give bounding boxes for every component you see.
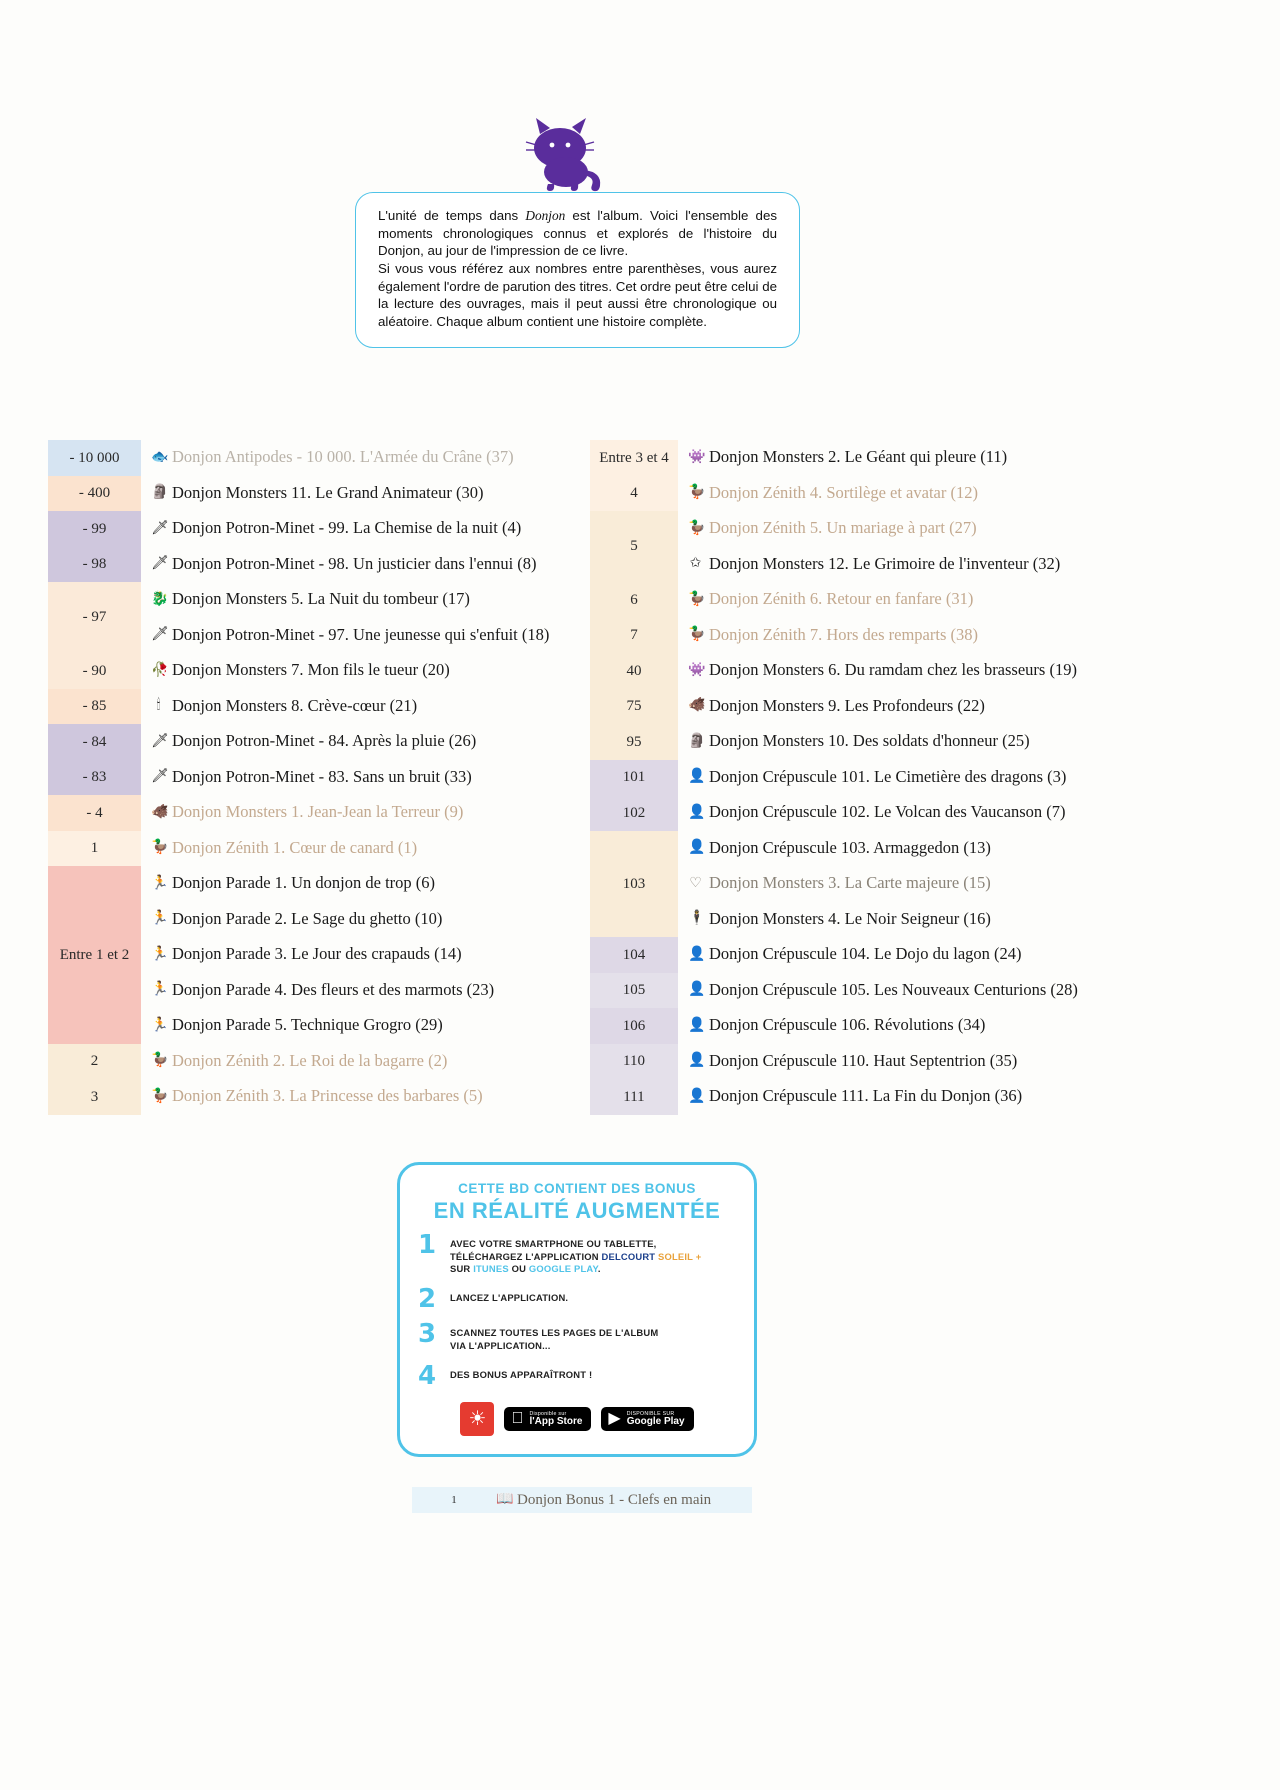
entry-title-label: Donjon Crépuscule 101. Le Cimetière des dragons (3) xyxy=(709,766,1067,786)
ar-step-1-line-c: SUR xyxy=(450,1263,474,1275)
google-play-badge[interactable] xyxy=(601,1407,693,1432)
table-row xyxy=(48,831,593,867)
left-date-cell: - 4 xyxy=(48,795,141,831)
right-date-cell: 104 xyxy=(590,937,678,973)
right-title-group xyxy=(678,689,1230,725)
intro-line-2: est l'album. Voici l'ensemble des moments chronologiques connus et explorés de l'histoire du Donjon, au jour de l'impression de ce livre. xyxy=(378,208,777,259)
right-date-cell: 75 xyxy=(590,689,678,725)
footer-title xyxy=(496,1492,711,1509)
entry-title xyxy=(678,724,1230,760)
ar-step-3-number: 3 xyxy=(418,1319,437,1350)
entry-title-label: Donjon Parade 5. Technique Grogro (29) xyxy=(172,1015,443,1035)
entry-title-label: Donjon Crépuscule 103. Armaggedon (13) xyxy=(709,837,991,857)
right-date-cell: 101 xyxy=(590,760,678,796)
table-row xyxy=(590,689,1230,725)
ar-step-1-text xyxy=(450,1234,701,1276)
table-row xyxy=(48,476,593,512)
table-row xyxy=(48,760,593,796)
table-row xyxy=(590,973,1230,1009)
table-row xyxy=(590,476,1230,512)
table-row xyxy=(590,618,1230,654)
bird-icon: 🦆 xyxy=(688,627,706,643)
entry-title xyxy=(678,831,1230,867)
ghost-icon: 👤 xyxy=(688,1088,706,1104)
left-title-group xyxy=(141,831,593,867)
table-row xyxy=(590,511,1230,582)
left-title-group xyxy=(141,440,593,476)
table-row xyxy=(48,795,593,831)
ar-step-4-text: DES BONUS APPARAÎTRONT ! xyxy=(450,1368,593,1380)
table-row xyxy=(48,547,593,583)
left-title-group xyxy=(141,1044,593,1080)
table-row xyxy=(590,831,1230,938)
entry-title xyxy=(678,547,1230,583)
parade-icon: 🏃 xyxy=(151,1017,169,1033)
page-number: 1 xyxy=(451,1494,457,1506)
play-triangle-icon: ▶ xyxy=(602,1410,615,1428)
entry-title xyxy=(678,440,1230,476)
brand-delcourt: DELCOURT xyxy=(601,1250,656,1262)
bird-icon: 🦆 xyxy=(151,840,169,856)
left-date-cell: - 10 000 xyxy=(48,440,141,476)
left-date-cell: 2 xyxy=(48,1044,141,1080)
left-title-group xyxy=(141,476,593,512)
entry-title-label: Donjon Monsters 7. Mon fils le tueur (20) xyxy=(172,660,450,680)
footer-title-label: Donjon Bonus 1 - Clefs en main xyxy=(517,1491,712,1508)
right-title-group xyxy=(678,582,1230,618)
entry-title xyxy=(141,724,593,760)
left-title-group xyxy=(141,689,593,725)
entry-title-label: Donjon Monsters 10. Des soldats d'honneur (25) xyxy=(709,731,1030,751)
ar-kicker: CETTE BD CONTIENT DES BONUS xyxy=(458,1181,696,1196)
table-row xyxy=(48,1079,593,1115)
ar-step-4 xyxy=(418,1360,754,1391)
fish-icon: 🐟 xyxy=(151,449,169,465)
ar-step-3-line-b: VIA L'APPLICATION... xyxy=(450,1340,551,1352)
bird-icon: 🦆 xyxy=(151,1053,169,1069)
ghost-icon: 👤 xyxy=(688,840,706,856)
right-title-group xyxy=(678,440,1230,476)
ghost-icon: 👤 xyxy=(688,982,706,998)
entry-title-label: Donjon Potron-Minet - 99. La Chemise de la nuit (4) xyxy=(172,518,522,538)
table-row xyxy=(590,724,1230,760)
table-row xyxy=(590,582,1230,618)
google-play-badge-small: DISPONIBLE SUR xyxy=(620,1410,669,1417)
table-row xyxy=(590,937,1230,973)
intro-paragraph xyxy=(378,207,777,331)
left-date-cell: - 98 xyxy=(48,547,141,583)
ar-step-1-number: 1 xyxy=(418,1230,437,1260)
ar-step-2-number: 2 xyxy=(418,1284,437,1315)
intro-emphasis: Donjon xyxy=(525,208,566,223)
right-date-cell: 5 xyxy=(590,511,678,582)
left-date-cell: 3 xyxy=(48,1079,141,1115)
entry-title-label: Donjon Parade 1. Un donjon de trop (6) xyxy=(172,873,436,893)
ar-step-1-line-e: . xyxy=(597,1263,601,1275)
right-date-cell: 4 xyxy=(590,476,678,512)
entry-title xyxy=(678,937,1230,973)
table-row xyxy=(590,440,1230,476)
entry-title-label: Donjon Monsters 6. Du ramdam chez les brasseurs (19) xyxy=(709,660,1077,680)
left-title-group xyxy=(141,547,593,583)
table-row xyxy=(590,1008,1230,1044)
right-title-group xyxy=(678,1044,1230,1080)
left-date-cell: - 85 xyxy=(48,689,141,725)
entry-title xyxy=(678,795,1230,831)
entry-title-label: Donjon Crépuscule 106. Révolutions (34) xyxy=(709,1015,986,1035)
page-footer xyxy=(412,1487,752,1513)
creature-icon: 🐗 xyxy=(151,804,169,820)
entry-title-label: Donjon Zénith 4. Sortilège et avatar (12) xyxy=(709,482,978,502)
left-title-group xyxy=(141,724,593,760)
right-date-cell: 95 xyxy=(590,724,678,760)
left-title-group xyxy=(141,582,593,653)
ar-step-1-line-b: TÉLÉCHARGEZ L'APPLICATION xyxy=(450,1250,602,1262)
entry-title-label: Donjon Parade 4. Des fleurs et des marmots (23) xyxy=(172,979,495,999)
ar-step-2-text: LANCEZ L'APPLICATION. xyxy=(450,1292,569,1304)
entry-title-label: Donjon Parade 2. Le Sage du ghetto (10) xyxy=(172,908,443,928)
entry-title xyxy=(141,760,593,796)
entry-title-label: Donjon Zénith 3. La Princesse des barbares (5) xyxy=(172,1086,483,1106)
horn-icon: 🥀 xyxy=(151,662,169,678)
entry-title xyxy=(678,866,1230,902)
ar-title: EN RÉALITÉ AUGMENTÉE xyxy=(433,1198,721,1223)
entry-title-label: Donjon Monsters 1. Jean-Jean la Terreur (9) xyxy=(172,802,464,822)
table-row xyxy=(48,511,593,547)
apple-icon xyxy=(511,1411,523,1427)
entry-title xyxy=(141,689,593,725)
left-title-group xyxy=(141,1079,593,1115)
right-date-cell: 7 xyxy=(590,618,678,654)
brand-itunes: ITUNES xyxy=(473,1263,509,1275)
ghost-icon: 👤 xyxy=(688,769,706,785)
entry-title xyxy=(141,618,593,654)
table-row xyxy=(48,866,593,1044)
left-title-group xyxy=(141,511,593,547)
entry-title-label: Donjon Crépuscule 102. Le Volcan des Vaucanson (7) xyxy=(709,802,1066,822)
entry-title-label: Donjon Crépuscule 105. Les Nouveaux Centurions (28) xyxy=(709,979,1078,999)
bird-icon: 🦆 xyxy=(151,1088,169,1104)
right-date-cell: 110 xyxy=(590,1044,678,1080)
right-title-group xyxy=(678,795,1230,831)
sword-icon: 🗡 xyxy=(151,556,169,572)
entry-title-label: Donjon Monsters 4. Le Noir Seigneur (16) xyxy=(709,908,991,928)
right-title-group xyxy=(678,937,1230,973)
entry-title xyxy=(141,937,593,973)
entry-title xyxy=(141,866,593,902)
table-row xyxy=(48,1044,593,1080)
entry-title xyxy=(141,511,593,547)
app-store-badge[interactable] xyxy=(504,1407,591,1432)
cat-illustration xyxy=(510,112,620,192)
table-row xyxy=(48,724,593,760)
table-row xyxy=(590,1079,1230,1115)
right-date-cell: 111 xyxy=(590,1079,678,1115)
entry-title-label: Donjon Zénith 1. Cœur de canard (1) xyxy=(172,837,418,857)
ar-step-1-line-a: AVEC VOTRE SMARTPHONE OU TABLETTE, xyxy=(450,1238,657,1249)
entry-title xyxy=(678,1044,1230,1080)
right-title-group xyxy=(678,831,1230,938)
table-row xyxy=(590,760,1230,796)
right-date-cell: 103 xyxy=(590,831,678,938)
figure-icon: 🕴 xyxy=(688,911,706,927)
entry-title-label: Donjon Potron-Minet - 98. Un justicier dans l'ennui (8) xyxy=(172,553,537,573)
sword-icon: 🗡 xyxy=(151,733,169,749)
parade-icon: 🏃 xyxy=(151,982,169,998)
table-row xyxy=(48,689,593,725)
entry-title-label: Donjon Potron-Minet - 83. Sans un bruit (33) xyxy=(172,766,472,786)
table-row xyxy=(590,653,1230,689)
entry-title xyxy=(678,1008,1230,1044)
left-date-cell: - 99 xyxy=(48,511,141,547)
ar-step-1-line-d: OU xyxy=(508,1263,529,1275)
entry-title-label: Donjon Potron-Minet - 84. Après la pluie (26) xyxy=(172,731,477,751)
brand-google-play: GOOGLE PLAY xyxy=(528,1263,598,1275)
entry-title-label: Donjon Monsters 2. Le Géant qui pleure (11) xyxy=(709,447,1008,467)
app-store-badge-label: l'App Store xyxy=(523,1415,577,1427)
entry-title xyxy=(678,618,1230,654)
entry-title xyxy=(678,476,1230,512)
entry-title xyxy=(141,973,593,1009)
right-title-group xyxy=(678,1008,1230,1044)
entry-title-label: Donjon Parade 3. Le Jour des crapauds (14) xyxy=(172,944,462,964)
right-date-cell: Entre 3 et 4 xyxy=(590,440,678,476)
entry-title xyxy=(141,1044,593,1080)
right-title-group xyxy=(678,724,1230,760)
ar-step-3 xyxy=(418,1319,754,1352)
left-title-group xyxy=(141,866,593,1044)
table-row xyxy=(590,795,1230,831)
entry-title xyxy=(678,1079,1230,1115)
entry-title xyxy=(678,902,1230,938)
soleil-sun-icon: ☀ xyxy=(460,1402,494,1436)
parade-icon: 🏃 xyxy=(151,911,169,927)
bird-icon: 🦆 xyxy=(688,591,706,607)
right-title-group xyxy=(678,973,1230,1009)
sword-icon: 🗡 xyxy=(151,520,169,536)
ar-step-4-number: 4 xyxy=(418,1360,437,1391)
monster-icon: 🐉 xyxy=(151,591,169,607)
right-title-group xyxy=(678,1079,1230,1115)
right-title-group xyxy=(678,618,1230,654)
creature-icon: 🐗 xyxy=(688,698,706,714)
right-date-cell: 40 xyxy=(590,653,678,689)
book-icon: 📖 xyxy=(496,1492,514,1507)
parade-icon: 🏃 xyxy=(151,946,169,962)
entry-title-label: Donjon Crépuscule 110. Haut Septentrion (35) xyxy=(709,1050,1018,1070)
entry-title-label: Donjon Monsters 5. La Nuit du tombeur (17) xyxy=(172,589,470,609)
entry-title xyxy=(141,795,593,831)
entry-title-label: Donjon Monsters 11. Le Grand Animateur (30) xyxy=(172,482,484,502)
intro-callout xyxy=(355,192,800,348)
entry-title-label: Donjon Zénith 6. Retour en fanfare (31) xyxy=(709,589,974,609)
entry-title xyxy=(141,653,593,689)
entry-title xyxy=(678,973,1230,1009)
google-play-badge-label: Google Play xyxy=(620,1415,679,1427)
left-title-group xyxy=(141,795,593,831)
entry-title xyxy=(678,653,1230,689)
entry-title xyxy=(141,547,593,583)
parade-icon: 🏃 xyxy=(151,875,169,891)
table-row xyxy=(48,440,593,476)
right-date-cell: 6 xyxy=(590,582,678,618)
ar-step-2 xyxy=(418,1284,754,1315)
left-title-group xyxy=(141,653,593,689)
star-icon: ✩ xyxy=(689,556,702,572)
left-date-cell: 1 xyxy=(48,831,141,867)
app-store-badges xyxy=(400,1402,754,1436)
ar-step-3-line-a: SCANNEZ TOUTES LES PAGES DE L'ALBUM xyxy=(450,1327,659,1339)
ghost-icon: 👤 xyxy=(688,1017,706,1033)
right-title-group xyxy=(678,760,1230,796)
ghost-icon: 👤 xyxy=(688,804,706,820)
entry-title xyxy=(141,1079,593,1115)
entry-title xyxy=(678,689,1230,725)
monster-icon: 👾 xyxy=(688,662,706,678)
intro-line-3: Si vous vous référez aux nombres entre parenthèses, vous aurez également l'ordre de parution des titres. Cet ordre peut être celui de la lecture des ouvrages, mais il peut aussi être chronologique ou aléatoire. Chaque album contient une histoire complète. xyxy=(378,261,777,330)
right-title-group xyxy=(678,476,1230,512)
right-date-cell: 105 xyxy=(590,973,678,1009)
bird-icon: 🦆 xyxy=(688,520,706,536)
card-icon: ♡ xyxy=(689,875,702,891)
left-date-cell: Entre 1 et 2 xyxy=(48,866,141,1044)
entry-title-label: Donjon Monsters 3. La Carte majeure (15) xyxy=(709,873,991,893)
entry-title xyxy=(141,831,593,867)
entry-title-label: Donjon Monsters 12. Le Grimoire de l'inventeur (32) xyxy=(709,553,1061,573)
right-date-cell: 102 xyxy=(590,795,678,831)
figure-icon: 🗿 xyxy=(151,485,169,501)
ar-step-1 xyxy=(418,1230,754,1276)
ar-step-3-text xyxy=(450,1323,658,1352)
soldier-icon: 🗿 xyxy=(688,733,706,749)
intro-line-1: L'unité de temps dans xyxy=(378,208,526,223)
left-date-cell: - 84 xyxy=(48,724,141,760)
entry-title-label: Donjon Monsters 8. Crève-cœur (21) xyxy=(172,695,418,715)
entry-title xyxy=(678,760,1230,796)
entry-title xyxy=(141,476,593,512)
table-row xyxy=(590,1044,1230,1080)
bird-icon: 🦆 xyxy=(688,485,706,501)
app-store-badge-small: Disponible sur xyxy=(523,1410,561,1417)
table-row xyxy=(48,582,593,653)
brand-soleil: SOLEIL + xyxy=(655,1250,702,1262)
sword-icon: 🗡 xyxy=(151,627,169,643)
left-date-cell: - 400 xyxy=(48,476,141,512)
torch-icon: 🕯 xyxy=(156,698,161,714)
right-title-group xyxy=(678,511,1230,582)
chronology-column-right xyxy=(590,440,1230,1115)
chronology-column-left xyxy=(48,440,593,1115)
entry-title-label: Donjon Antipodes - 10 000. L'Armée du Crâne (37) xyxy=(172,447,514,467)
right-date-cell: 106 xyxy=(590,1008,678,1044)
entry-title-label: Donjon Zénith 2. Le Roi de la bagarre (2) xyxy=(172,1050,448,1070)
sword-icon: 🗡 xyxy=(151,769,169,785)
monster-icon: 👾 xyxy=(688,449,706,465)
entry-title-label: Donjon Crépuscule 104. Le Dojo du lagon (24) xyxy=(709,944,1022,964)
entry-title xyxy=(141,582,593,618)
entry-title-label: Donjon Monsters 9. Les Profondeurs (22) xyxy=(709,695,985,715)
entry-title-label: Donjon Potron-Minet - 97. Une jeunesse qui s'enfuit (18) xyxy=(172,624,550,644)
left-date-cell: - 83 xyxy=(48,760,141,796)
ghost-icon: 👤 xyxy=(688,946,706,962)
left-date-cell: - 97 xyxy=(48,582,141,653)
left-date-cell: - 90 xyxy=(48,653,141,689)
entry-title xyxy=(141,1008,593,1044)
table-row xyxy=(48,653,593,689)
entry-title xyxy=(141,440,593,476)
ghost-icon: 👤 xyxy=(688,1053,706,1069)
left-title-group xyxy=(141,760,593,796)
entry-title-label: Donjon Zénith 7. Hors des remparts (38) xyxy=(709,624,978,644)
right-title-group xyxy=(678,653,1230,689)
augmented-reality-box xyxy=(397,1162,757,1457)
entry-title xyxy=(141,902,593,938)
entry-title xyxy=(678,511,1230,547)
entry-title xyxy=(678,582,1230,618)
entry-title-label: Donjon Zénith 5. Un mariage à part (27) xyxy=(709,518,977,538)
entry-title-label: Donjon Crépuscule 111. La Fin du Donjon (36) xyxy=(709,1086,1023,1106)
